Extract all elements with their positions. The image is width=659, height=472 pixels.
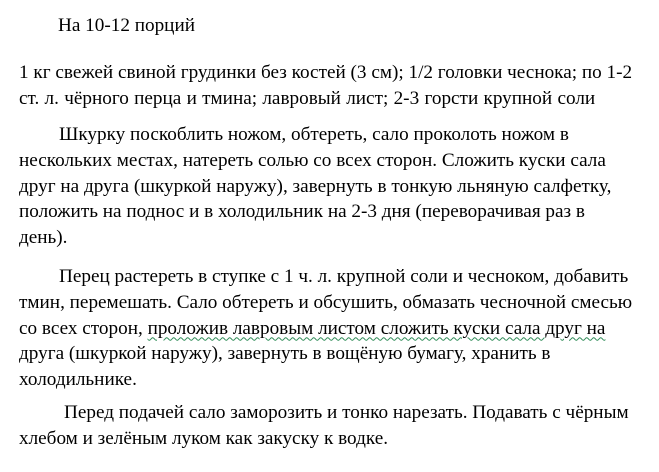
ingredients-paragraph bbox=[19, 60, 644, 112]
ingredients-line-2: ст. л. чёрного перца и тмина; лавровый лист; 2-3 горсти крупной соли bbox=[19, 87, 596, 109]
grammar-squiggle-text: проложив лавровым листом сложить куски сала друг на bbox=[147, 317, 606, 339]
step3-line-1: Перед подачей сало заморозить и тонко нарезать. Подавать с чёрным bbox=[64, 402, 629, 423]
step2-line-3-start: со всех сторон, bbox=[19, 317, 148, 339]
servings-text: На 10-12 порций bbox=[58, 15, 195, 36]
servings-line bbox=[58, 13, 659, 39]
step1-line-3: друг на друга (шкуркой наружу), завернуть в тонкую льняную салфетку, bbox=[19, 175, 612, 197]
step2-line-1: Перец растереть в ступке с 1 ч. л. крупной соли и чесноком, добавить bbox=[59, 266, 629, 287]
step1-paragraph bbox=[19, 122, 644, 251]
step1-line-5: день). bbox=[19, 227, 68, 249]
step2-line-2: тмин, перемешать. Сало обтереть и обсушить, обмазать чесночной смесью bbox=[19, 291, 633, 313]
step1-line-1: Шкурку поскоблить ножом, обтереть, сало проколоть ножом в bbox=[59, 124, 569, 145]
step2-line-3 bbox=[19, 316, 644, 342]
step2-line-4: друга (шкуркой наружу), завернуть в вощёную бумагу, хранить в bbox=[19, 343, 551, 365]
step1-line-4: положить на поднос и в холодильник на 2-3 дня (переворачивая раз в bbox=[19, 201, 585, 223]
step3-line-2: хлебом и зелёным луком как закуску к водке. bbox=[19, 427, 389, 449]
step2-paragraph bbox=[19, 264, 644, 393]
step3-paragraph bbox=[19, 400, 644, 452]
step1-line-2: нескольких местах, натереть солью со всех сторон. Сложить куски сала bbox=[19, 149, 606, 171]
ingredients-line-1: 1 кг свежей свиной грудинки без костей (3 см); 1/2 головки чеснока; по 1-2 bbox=[19, 62, 633, 83]
step2-line-5: холодильнике. bbox=[19, 369, 137, 391]
